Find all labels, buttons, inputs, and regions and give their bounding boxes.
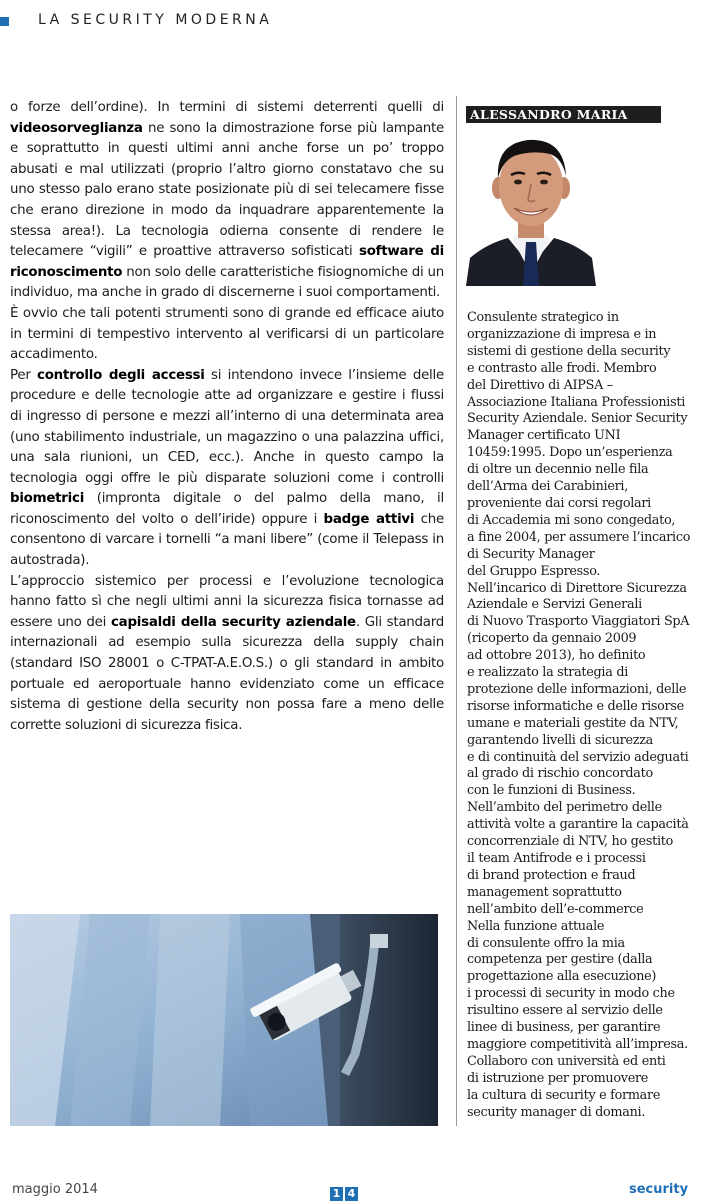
bio-line: nell’ambito dell’e-commerce bbox=[467, 901, 644, 917]
bio-line: umane e materiali gestite da NTV, bbox=[467, 715, 679, 731]
bio-line: linee di business, per garantire bbox=[467, 1020, 661, 1036]
bio-line: progettazione alla esecuzione) bbox=[467, 969, 657, 985]
section-title: LA SECURITY MODERNA bbox=[38, 12, 273, 28]
bio-line: e di continuità del servizio adeguati bbox=[467, 749, 689, 765]
bio-line: maggiore competitività all’impresa. bbox=[467, 1036, 688, 1052]
bio-line: Nella funzione attuale bbox=[467, 918, 605, 934]
bio-line: Manager certificato UNI bbox=[467, 428, 621, 444]
bold-keyword: capisaldi della security aziendale bbox=[110, 614, 356, 630]
bio-line: (ricoperto da gennaio 2009 bbox=[467, 631, 637, 647]
author-portrait bbox=[466, 126, 596, 286]
text-run: si intendono invece l’insieme delle procedure e delle tecnologie atte ad organizzare e gestire i flussi di ingresso di persone e mezzi all’interno di una determinata area (uno stabilimento industriale, un magazzino o una palazzina uffici, una sala riunioni, un CED, ecc.). Anche in questo campo la tecnologia oggi offre le più disparate soluzioni come i controlli bbox=[10, 367, 444, 486]
bio-line: Aziendale e Servizi Generali bbox=[467, 597, 642, 613]
magazine-brand: security bbox=[629, 1182, 689, 1197]
text-run: ne sono la dimostrazione forse più lampante e soprattutto in questi ultimi anni anche forse un po’ troppo abusati e mal utilizzati (proprio l’altro giorno constatavo che su uno stesso palo erano state posizionate più di sei telecamere fisse che erano direzione in modo da inquadrare apparentemente la stessa area!). La tecnologia odierna consente di rendere le telecamere “vigili” e proattive attraverso sofisticati bbox=[10, 120, 444, 260]
bio-line: dell’Arma dei Carabinieri, bbox=[467, 479, 628, 495]
bio-line: di brand protection e fraud bbox=[467, 867, 636, 883]
article-paragraph-1 bbox=[10, 98, 444, 304]
bio-line: e realizzato la strategia di bbox=[467, 665, 629, 681]
text-run: Per bbox=[10, 367, 38, 383]
bio-line: attività volte a garantire la capacità bbox=[467, 817, 689, 833]
bio-line: security manager di domani. bbox=[467, 1104, 646, 1120]
security-camera-photo bbox=[10, 914, 438, 1126]
bio-line: a fine 2004, per assumere l’incarico bbox=[467, 529, 691, 545]
bio-line: protezione delle informazioni, delle bbox=[467, 681, 687, 697]
bio-line: management soprattutto bbox=[467, 884, 622, 900]
text-run: (impronta digitale o del palmo della mano, il riconoscimento del volto o dell’iride) oppure i bbox=[10, 491, 444, 527]
page-footer bbox=[0, 1180, 726, 1200]
article-paragraph-4 bbox=[10, 572, 444, 737]
bio-line: Consulente strategico in bbox=[467, 310, 619, 325]
bio-line: 10459:1995. Dopo un’esperienza bbox=[467, 445, 673, 461]
bio-line: del Direttivo di AIPSA – bbox=[467, 377, 613, 393]
bio-line: e contrasto alle frodi. Membro bbox=[467, 360, 657, 376]
bio-line: organizzazione di impresa e in bbox=[467, 326, 657, 342]
bio-line: di istruzione per promuovere bbox=[467, 1070, 649, 1086]
page-number bbox=[330, 1182, 360, 1200]
bold-keyword: badge attivi bbox=[323, 511, 415, 527]
bio-line: di consulente offro la mia bbox=[467, 935, 625, 951]
bio-line: Nell’ambito del perimetro delle bbox=[467, 800, 662, 816]
article-body bbox=[10, 98, 444, 736]
bio-line: Associazione Italiana Professionisti bbox=[467, 394, 685, 410]
author-name-tag: ALESSANDRO MARIA bbox=[466, 106, 661, 123]
bio-line: risultino essere al servizio delle bbox=[467, 1003, 663, 1019]
bio-line: il team Antifrode e i processi bbox=[467, 851, 646, 866]
text-run: . Gli standard internazionali ad esempio sulla sicurezza della supply chain (standard ISO 28001 o C-TPAT-A.E.O.S.) o gli standard in ambito portuale ed aeroportuale hanno evidenziato come un efficace sistema di gestione della security non possa fare a meno delle corrette soluzioni di sicurezza fisica. bbox=[10, 614, 445, 733]
text-run: o forze dell’ordine). In termini di sistemi deterrenti quelli di bbox=[10, 100, 444, 115]
bold-keyword: videosorveglianza bbox=[10, 120, 143, 136]
bio-line: garantendo livelli di sicurezza bbox=[467, 732, 653, 748]
bio-line: sistemi di gestione della security bbox=[467, 343, 671, 359]
bio-line: competenza per gestire (dalla bbox=[467, 952, 653, 968]
bio-line: risorse informatiche e delle risorse bbox=[467, 698, 684, 714]
bio-line: di oltre un decennio nelle fila bbox=[467, 462, 649, 478]
bio-line: di Accademia mi sono congedato, bbox=[467, 512, 676, 528]
bio-line: di Security Manager bbox=[467, 546, 595, 562]
bio-line: concorrenziale di NTV, ho gestito bbox=[467, 834, 673, 850]
author-bio bbox=[467, 310, 717, 1122]
article-paragraph-3 bbox=[10, 366, 444, 572]
bio-line: del Gruppo Espresso. bbox=[467, 563, 601, 579]
page-digit: 1 bbox=[330, 1187, 343, 1201]
bold-keyword: controllo degli accessi bbox=[37, 367, 205, 383]
bold-keyword: biometrici bbox=[10, 491, 85, 507]
text-run: che consentono di varcare i tornelli “a mani libere” (come il Telepass in autostrada). bbox=[10, 511, 444, 569]
bio-line: Security Aziendale. Senior Security bbox=[467, 411, 688, 427]
bio-line: ad ottobre 2013), ho definito bbox=[467, 648, 646, 664]
text-run: non solo delle caratteristiche fisiognomiche di un individuo, ma anche in grado di discernerne i suoi comportamenti. bbox=[10, 264, 444, 301]
bold-keyword: software di riconoscimento bbox=[10, 244, 444, 280]
bio-line: proveniente dai corsi regolari bbox=[467, 495, 651, 511]
header-square-icon bbox=[0, 17, 9, 26]
text-run: È ovvio che tali potenti strumenti sono di grande ed efficace aiuto in termini di tempestivo intervento al verificarsi di un particolare accadimento. bbox=[10, 305, 444, 363]
bio-line: di Nuovo Trasporto Viaggiatori SpA bbox=[467, 614, 690, 630]
column-divider bbox=[456, 96, 457, 1126]
issue-date: maggio 2014 bbox=[12, 1182, 98, 1197]
text-run: L’approccio sistemico per processi e l’evoluzione tecnologica hanno fatto sì che negli ultimi anni la sicurezza fisica tornasse ad essere uno dei bbox=[10, 573, 444, 630]
page-header bbox=[0, 10, 726, 34]
bio-line: con le funzioni di Business. bbox=[467, 783, 636, 799]
bio-line: Collaboro con università ed enti bbox=[467, 1053, 666, 1069]
bio-line: Nell’incarico di Direttore Sicurezza bbox=[467, 580, 687, 596]
bio-line: la cultura di security e formare bbox=[467, 1087, 661, 1103]
article-paragraph-2 bbox=[10, 304, 444, 366]
page-digit: 4 bbox=[345, 1187, 358, 1201]
bio-line: al grado di rischio concordato bbox=[467, 766, 653, 782]
bio-line: i processi di security in modo che bbox=[467, 986, 675, 1002]
